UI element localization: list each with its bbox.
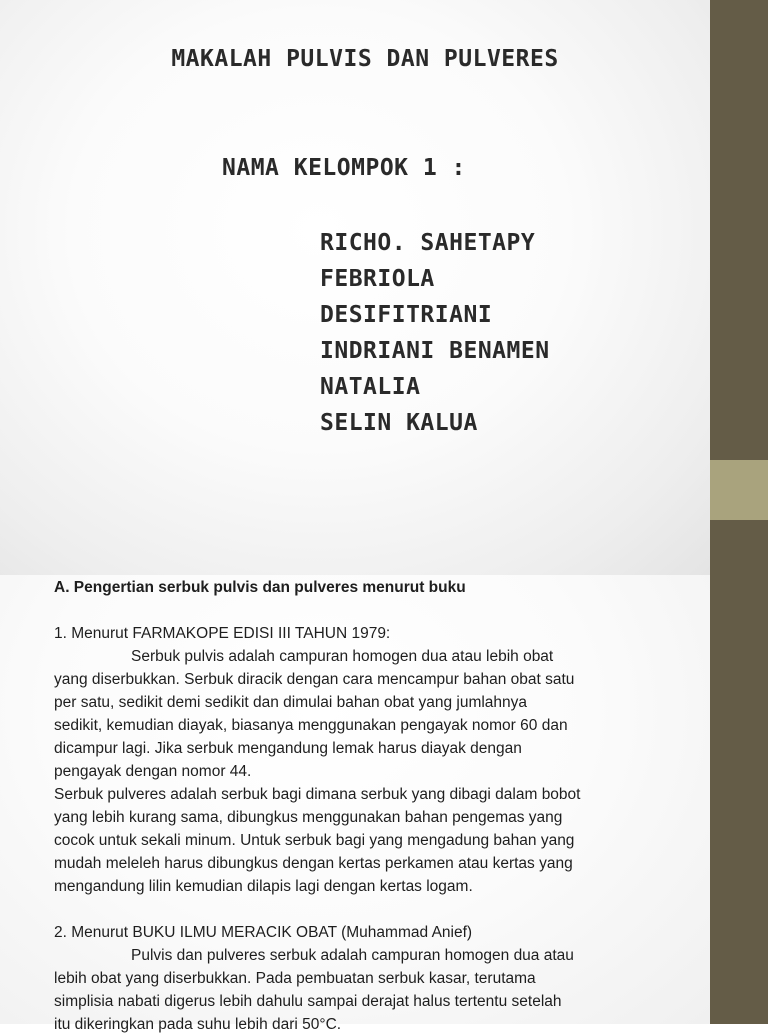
- paragraph-line: Pulvis dan pulveres serbuk adalah campuran homogen dua atau: [131, 947, 574, 964]
- member-list: [320, 225, 550, 441]
- content-slide: [0, 575, 710, 1033]
- group-label: NAMA KELOMPOK 1 :: [222, 155, 466, 181]
- paragraph-line: Serbuk pulvis adalah campuran homogen dua atau lebih obat: [131, 648, 554, 665]
- member-name: NATALIA: [320, 374, 421, 400]
- member-name: INDRIANI BENAMEN: [320, 338, 550, 364]
- paragraph-line: simplisia nabati digerus lebih dahulu sampai derajat halus tertentu setelah: [54, 993, 562, 1010]
- paragraph-line: Serbuk pulveres adalah serbuk bagi dimana serbuk yang dibagi dalam bobot: [54, 786, 581, 803]
- paragraph-line: dicampur lagi. Jika serbuk mengandung lemak harus diayak dengan: [54, 740, 522, 757]
- sidebar-accent-block: [710, 460, 768, 520]
- member-name: SELIN KALUA: [320, 410, 478, 436]
- paragraph-line: sedikit, kemudian diayak, biasanya menggunakan pengayak nomor 60 dan: [54, 717, 568, 734]
- subsection-title: 1. Menurut FARMAKOPE EDISI III TAHUN 1979:: [54, 625, 391, 642]
- section-heading: A. Pengertian serbuk pulvis dan pulveres menurut buku: [54, 579, 466, 596]
- member-name: RICHO. SAHETAPY: [320, 230, 536, 256]
- member-name: DESIFITRIANI: [320, 302, 493, 328]
- subsection-title: 2. Menurut BUKU ILMU MERACIK OBAT (Muhammad Anief): [54, 924, 473, 941]
- paragraph-line: per satu, sedikit demi sedikit dan dimulai bahan obat yang jumlahnya: [54, 694, 528, 711]
- paragraph-line: cocok untuk sekali minum. Untuk serbuk bagi yang mengadung bahan yang: [54, 832, 575, 849]
- paragraph-line: yang lebih kurang sama, dibungkus menggunakan bahan pengemas yang: [54, 809, 563, 826]
- slide-title: MAKALAH PULVIS DAN PULVERES: [171, 46, 559, 72]
- paragraph-line: pengayak dengan nomor 44.: [54, 763, 252, 780]
- document-body: [54, 576, 704, 1036]
- paragraph-line: lebih obat yang diserbukkan. Pada pembuatan serbuk kasar, terutama: [54, 970, 536, 987]
- paragraph-line: yang diserbukkan. Serbuk diracik dengan cara mencampur bahan obat satu: [54, 671, 575, 688]
- paragraph-line: itu dikeringkan pada suhu lebih dari 50°C.: [54, 1016, 342, 1033]
- paragraph-line: mengandung lilin kemudian dilapis lagi dengan kertas logam.: [54, 878, 473, 895]
- member-name: FEBRIOLA: [320, 266, 435, 292]
- paragraph-line: mudah meleleh harus dibungkus dengan kertas perkamen atau kertas yang: [54, 855, 573, 872]
